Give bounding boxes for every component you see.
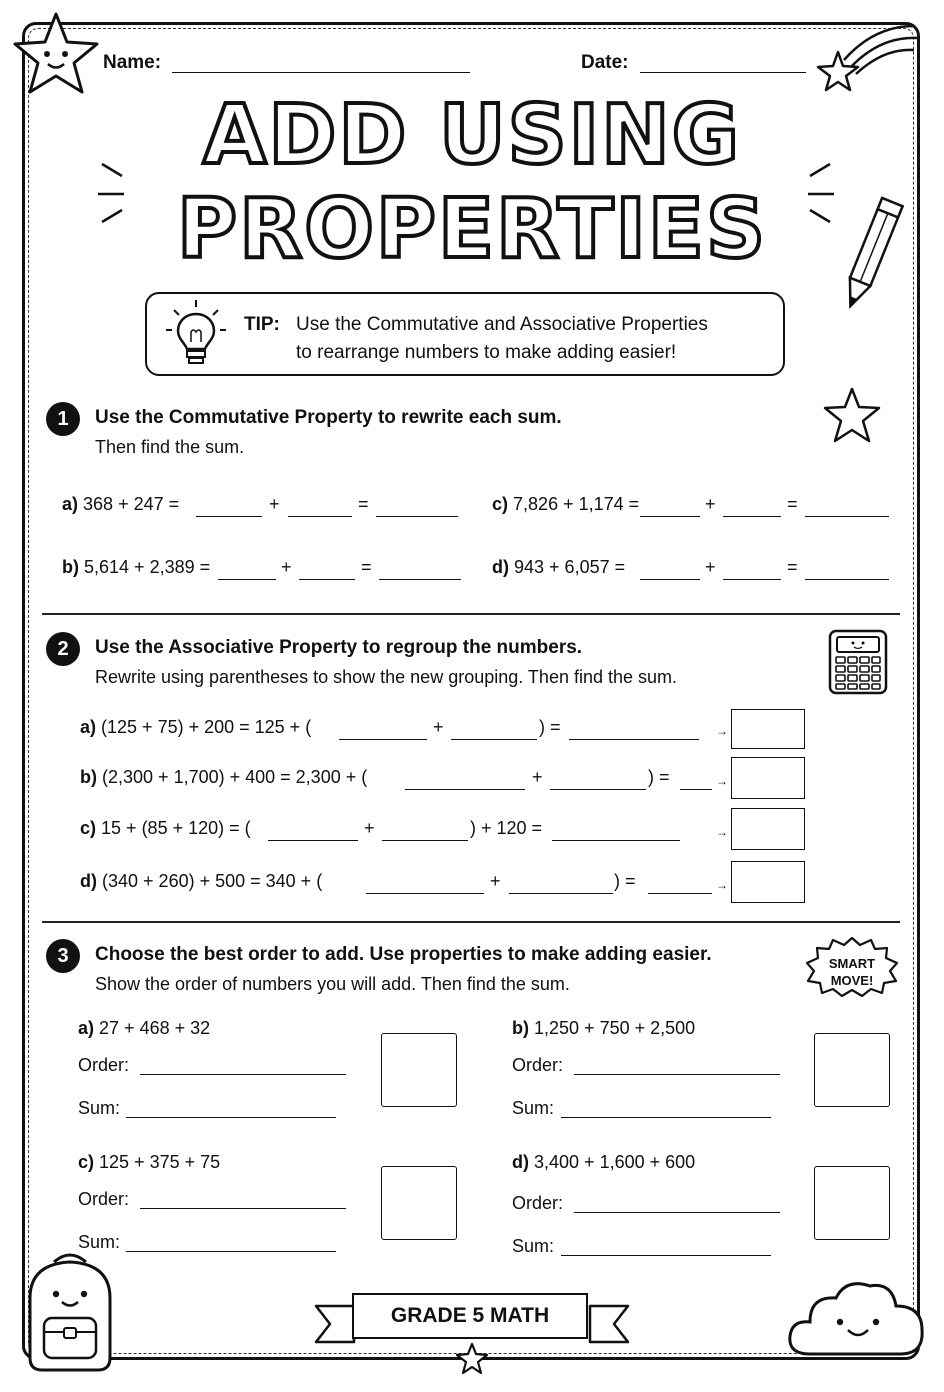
lightbulb-icon (160, 298, 232, 370)
answer-1b-sum[interactable] (379, 559, 461, 580)
answer-2b-first[interactable] (405, 769, 525, 790)
answer-1c-first[interactable] (640, 496, 700, 517)
sum-box-3b[interactable] (814, 1033, 890, 1107)
section-2-title: Use the Associative Property to regroup the numbers. (95, 637, 583, 658)
tip-line-1: Use the Commutative and Associative Properties (296, 314, 708, 335)
date-label: Date: (581, 52, 629, 73)
calculator-icon (826, 628, 890, 696)
section-1-number: 1 (46, 402, 80, 436)
sum-box-3a[interactable] (381, 1033, 457, 1107)
answer-box-2b[interactable] (731, 757, 805, 799)
equals-sign: = (361, 557, 372, 577)
sum-field-3a[interactable] (126, 1097, 336, 1118)
sum-box-3c[interactable] (381, 1166, 457, 1240)
star-face-icon (8, 8, 104, 98)
problem-1a: a) 368 + 247 = (62, 494, 180, 514)
problem-2b-start: b) (2,300 + 1,700) + 400 = 2,300 + ( (80, 767, 368, 787)
section-3-number: 3 (46, 939, 80, 973)
plus-sign: + (705, 557, 716, 577)
answer-box-2a[interactable] (731, 709, 805, 749)
problem-2a-end: ) = (539, 717, 561, 737)
answer-1b-first[interactable] (218, 559, 276, 580)
answer-1d-first[interactable] (640, 559, 700, 580)
order-field-3c[interactable] (140, 1188, 346, 1209)
sum-field-3c[interactable] (126, 1231, 336, 1252)
plus-sign: + (490, 871, 501, 891)
problem-3b: b) 1,250 + 750 + 2,500 (512, 1018, 696, 1038)
answer-2c-sum[interactable] (552, 820, 680, 841)
problem-2d-end: ) = (614, 871, 636, 891)
problem-2c-end: ) + 120 = (470, 818, 543, 838)
answer-2d-sum[interactable] (648, 873, 712, 894)
tip-label: TIP: (244, 314, 280, 335)
problem-2b-end: ) = (648, 767, 670, 787)
arrow-icon: → (716, 724, 728, 738)
plus-sign: + (705, 494, 716, 514)
equals-sign: = (787, 494, 798, 514)
answer-2d-first[interactable] (366, 873, 484, 894)
order-field-3a[interactable] (140, 1054, 346, 1075)
answer-2c-second[interactable] (382, 820, 468, 841)
section-3-subtitle: Show the order of numbers you will add. Then find the sum. (95, 974, 570, 994)
section-divider (42, 921, 900, 923)
section-1-subtitle: Then find the sum. (95, 437, 245, 457)
tip-line-2: to rearrange numbers to make adding easier! (296, 342, 677, 363)
section-3-title: Choose the best order to add. Use properties to make adding easier. (95, 944, 712, 965)
answer-2c-first[interactable] (268, 820, 358, 841)
plus-sign: + (364, 818, 375, 838)
problem-3a: a) 27 + 468 + 32 (78, 1018, 211, 1038)
sum-label: Sum: (512, 1098, 555, 1118)
arrow-icon: → (716, 774, 728, 788)
answer-1a-second[interactable] (288, 496, 352, 517)
cloud-face-icon (784, 1272, 930, 1366)
grade-banner: GRADE 5 MATH (352, 1293, 588, 1339)
backpack-icon (14, 1246, 126, 1376)
answer-1a-first[interactable] (196, 496, 262, 517)
shooting-star-icon (814, 16, 924, 96)
answer-1d-sum[interactable] (805, 559, 889, 580)
name-field[interactable] (172, 52, 470, 73)
sum-field-3d[interactable] (561, 1235, 771, 1256)
plus-sign: + (532, 767, 543, 787)
plus-sign: + (269, 494, 280, 514)
order-label: Order: (512, 1193, 564, 1213)
problem-3c: c) 125 + 375 + 75 (78, 1152, 221, 1172)
sparkle-lines-right-icon (800, 158, 840, 228)
problem-2c-start: c) 15 + (85 + 120) = ( (80, 818, 251, 838)
sum-label: Sum: (512, 1236, 555, 1256)
sum-field-3b[interactable] (561, 1097, 771, 1118)
section-2-subtitle: Rewrite using parentheses to show the new grouping. Then find the sum. (95, 667, 678, 687)
sparkle-lines-left-icon (92, 158, 132, 228)
answer-2b-sum[interactable] (680, 769, 712, 790)
order-field-3b[interactable] (574, 1054, 780, 1075)
problem-1b: b) 5,614 + 2,389 = (62, 557, 211, 577)
smart-move-badge: SMART MOVE! (828, 956, 876, 988)
title-line-2: PROPERTIES (176, 182, 768, 277)
equals-sign: = (787, 557, 798, 577)
answer-2a-first[interactable] (339, 719, 427, 740)
answer-1a-sum[interactable] (376, 496, 458, 517)
arrow-icon: → (716, 825, 728, 839)
section-2-number: 2 (46, 632, 80, 666)
problem-2d-start: d) (340 + 260) + 500 = 340 + ( (80, 871, 323, 891)
star-icon (822, 386, 882, 444)
answer-2a-second[interactable] (451, 719, 537, 740)
problem-2a-start: a) (125 + 75) + 200 = 125 + ( (80, 717, 312, 737)
problem-1c: c) 7,826 + 1,174 = (492, 494, 640, 514)
sum-label: Sum: (78, 1098, 121, 1118)
answer-2b-second[interactable] (550, 769, 646, 790)
pencil-icon (838, 192, 904, 318)
problem-1d: d) 943 + 6,057 = (492, 557, 626, 577)
answer-box-2d[interactable] (731, 861, 805, 903)
section-1-title: Use the Commutative Property to rewrite each sum. (95, 407, 562, 428)
title-line-1: ADD USING (202, 88, 742, 183)
answer-1d-second[interactable] (723, 559, 781, 580)
name-label: Name: (103, 52, 162, 73)
sum-label: Sum: (78, 1232, 121, 1252)
order-label: Order: (78, 1055, 130, 1075)
star-icon (454, 1342, 490, 1376)
section-divider (42, 613, 900, 615)
equals-sign: = (358, 494, 369, 514)
plus-sign: + (433, 717, 444, 737)
sum-box-3d[interactable] (814, 1166, 890, 1240)
answer-box-2c[interactable] (731, 808, 805, 850)
answer-2a-sum[interactable] (569, 719, 699, 740)
answer-1c-sum[interactable] (805, 496, 889, 517)
order-label: Order: (512, 1055, 564, 1075)
order-label: Order: (78, 1189, 130, 1209)
answer-2d-second[interactable] (509, 873, 613, 894)
arrow-icon: → (716, 878, 728, 892)
answer-1b-second[interactable] (299, 559, 355, 580)
plus-sign: + (281, 557, 292, 577)
order-field-3d[interactable] (574, 1192, 780, 1213)
answer-1c-second[interactable] (723, 496, 781, 517)
problem-3d: d) 3,400 + 1,600 + 600 (512, 1152, 696, 1172)
date-field[interactable] (640, 52, 806, 73)
